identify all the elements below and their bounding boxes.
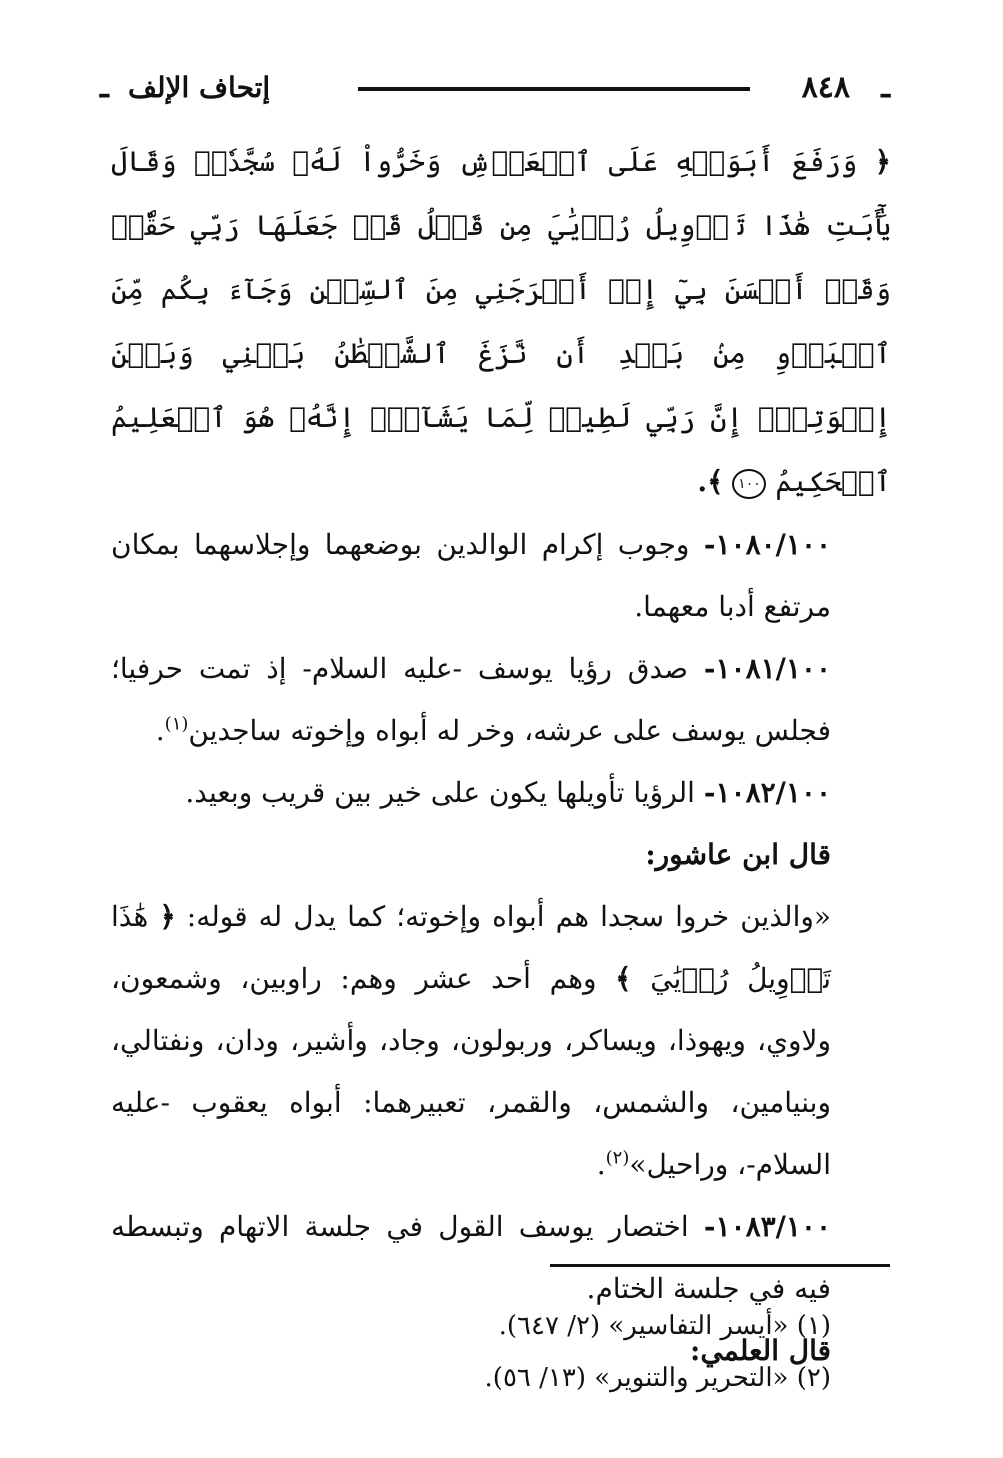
- ayah-number-mark: ١٠٠: [732, 469, 766, 499]
- quote-ayah-open: ﴿: [159, 900, 176, 933]
- item-number: ١٠٨١/١٠٠-: [703, 652, 831, 685]
- quran-open-bracket: ﴿: [874, 145, 891, 178]
- main-text: [111, 130, 891, 1382]
- header-dash-left: ـ: [100, 70, 109, 105]
- quote-label-ibn-ashur: [111, 824, 891, 886]
- quote-label: قال العلمي:: [690, 1334, 831, 1367]
- quran-close-bracket: ﴾.: [697, 465, 724, 498]
- quote-ayah: هَٰذَا تَأۡوِيلُ رُءۡيَٰيَ: [111, 900, 832, 995]
- item-number: ١٠٨٠/١٠٠-: [703, 528, 832, 561]
- header-dash-right: ـ: [881, 70, 890, 105]
- item-number: ١٠٨٣/١٠٠-: [703, 1210, 831, 1243]
- book-title: إتحاف الإلف: [128, 71, 271, 104]
- footnotes: [111, 1300, 891, 1404]
- header-rule: [358, 87, 750, 91]
- quote-label: قال ابن عاشور:: [645, 838, 831, 871]
- footnote-ref-2: (٢): [605, 1147, 630, 1169]
- item-text: صدق رؤيا يوسف -عليه السلام- إذ تمت حرفيا؛ فجلس يوسف على عرشه، وخر له أبواه وإخوته ساجدين: [111, 652, 831, 747]
- quote-text-b: وهم أحد عشر وهم: راوبين، وشمعون، ولاوي، ويهوذا، ويساكر، وربولون، وجاد، وأشير، ودان، ونفتالي، وبنيامين، والشمس، والقمر، تعبيرهما: أبواه يعقوب -عليه السلام-، وراحيل»: [111, 962, 831, 1181]
- item-text: وجوب إكرام الوالدين بوضعهما وإجلاسهما بمكان مرتفع أدبا معهما.: [111, 528, 831, 623]
- footnote-ref-1: (١): [164, 713, 189, 735]
- quran-verse: [111, 130, 891, 514]
- quote-ayah-close: ﴾: [615, 962, 632, 995]
- footnote-2: (٢) «التحرير والتنوير» (١٣/ ٥٦).: [484, 1363, 831, 1393]
- item-text: اختصار يوسف القول في جلسة الاتهام وتبسطه فيه في جلسة الختام.: [111, 1210, 831, 1305]
- page-number: ٨٤٨: [801, 70, 850, 105]
- quran-verse-text: وَرَفَعَ أَبَوَيۡهِ عَلَى ٱلۡعَرۡشِ وَخَرُّواْ لَهُۥ سُجَّدٗاۖ وَقَالَ يَٰٓأَبَتِ هَٰذَا تَأۡوِيلُ رُءۡيَٰيَ مِن قَبۡلُ قَدۡ جَعَلَهَا رَبِّي حَقّٗاۖ وَقَدۡ أَحۡسَنَ بِيٓ إِذۡ أَخۡرَجَنِي مِنَ ٱلسِّجۡنِ وَجَآءَ بِكُم مِّنَ ٱلۡبَدۡوِ مِنۢ بَعۡدِ أَن نَّزَغَ ٱلشَّيۡطَٰنُ بَيۡنِي وَبَيۡنَ إِخۡوَتِيٓۚ إِنَّ رَبِّي لَطِيفٞ لِّمَا يَشَآءُۚ إِنَّهُۥ هُوَ ٱلۡعَلِيمُ ٱلۡحَكِيمُ: [111, 145, 891, 498]
- quote-end-punct: .: [596, 1148, 606, 1181]
- numbered-item-1082: [111, 762, 891, 824]
- numbered-item-1080: [111, 514, 891, 638]
- footnote-1: (١) «أيسر التفاسير» (٢/ ٦٤٧).: [498, 1311, 831, 1341]
- numbered-item-1081: [111, 638, 891, 762]
- quote-text-a: «والذين خروا سجدا هم أبواه وإخوته؛ كما يدل له قوله:: [186, 900, 832, 933]
- quote-ibn-ashur: [111, 886, 891, 1196]
- page-header: [100, 70, 890, 110]
- item-text: الرؤيا تأويلها يكون على خير بين قريب وبعيد.: [185, 776, 695, 809]
- item-number: ١٠٨٢/١٠٠-: [703, 776, 831, 809]
- item-end-punct: .: [155, 714, 165, 747]
- footnote-separator: [550, 1264, 890, 1267]
